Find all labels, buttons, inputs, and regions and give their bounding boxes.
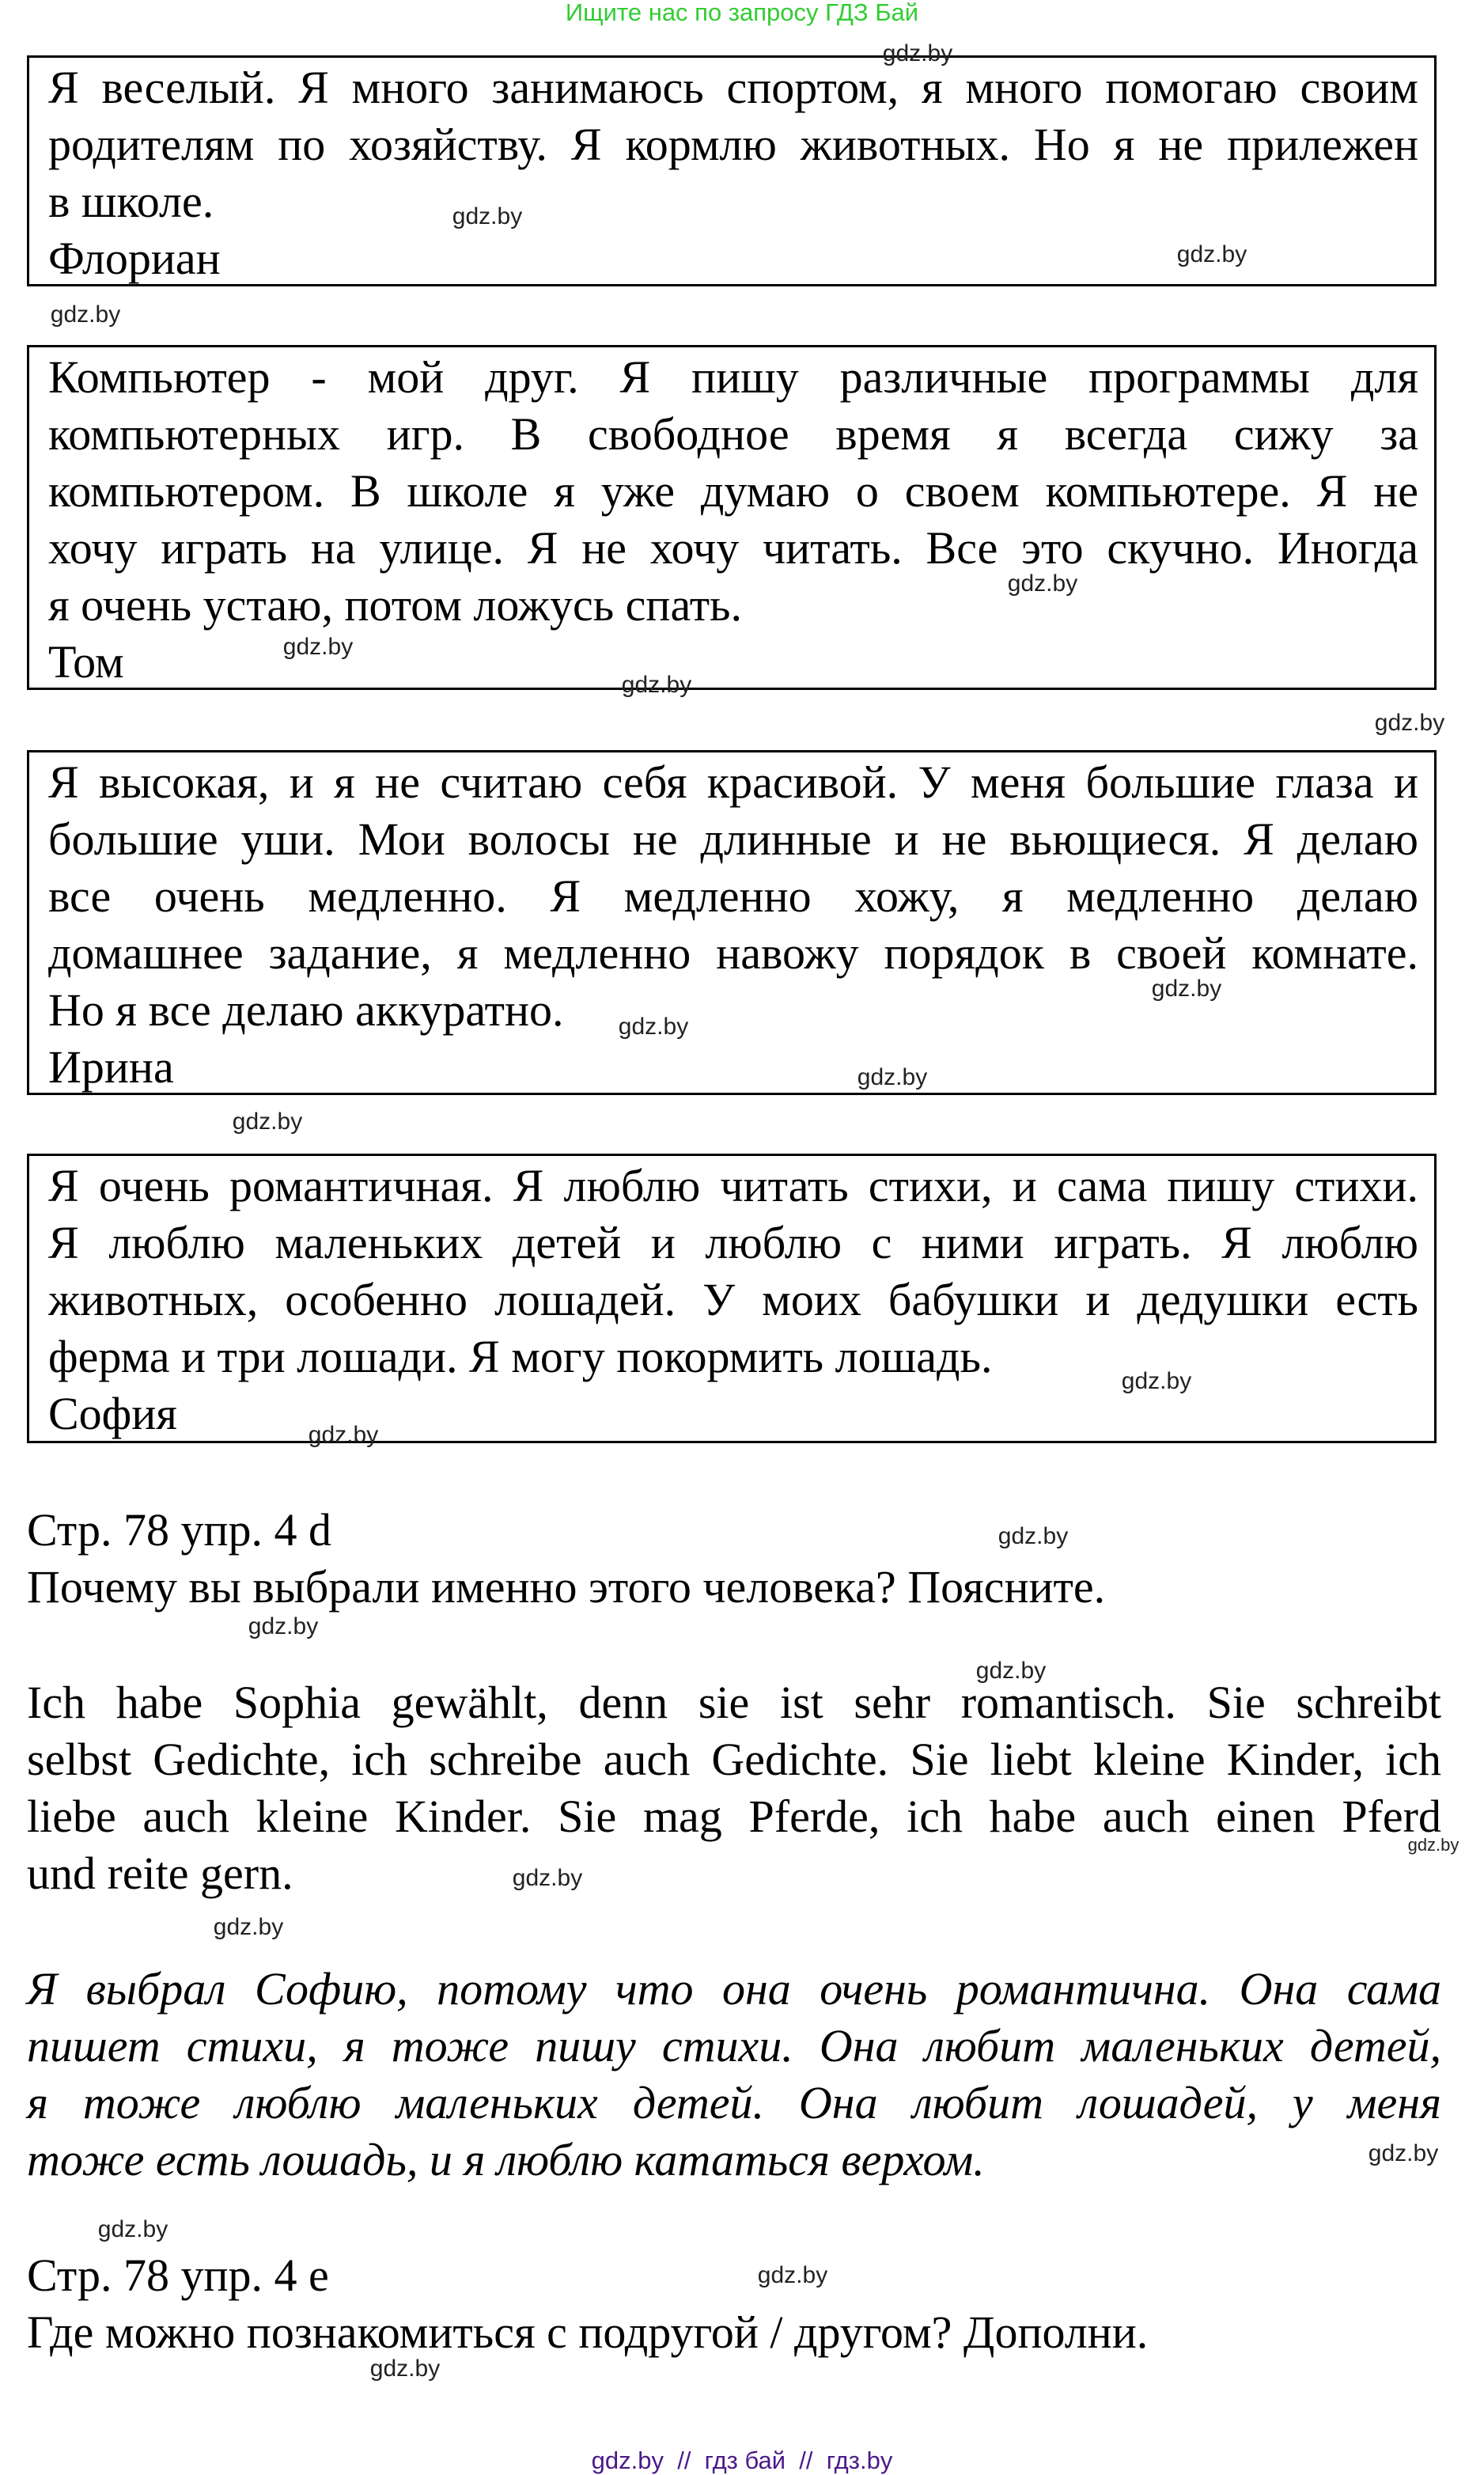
watermark: gdz.by (512, 1865, 583, 1891)
watermark: gdz.by (1121, 1368, 1192, 1394)
answer-line: тоже есть лошадь, и я люблю кататься верхом. (27, 2134, 985, 2185)
card-text-line: животных, особенно лошадей. У моих бабушки и дедушки есть (48, 1274, 1418, 1325)
watermark: gdz.by (1407, 1835, 1459, 1855)
card-tom (27, 345, 1437, 690)
watermark: gdz.by (618, 1014, 689, 1040)
watermark: gdz.by (1176, 241, 1247, 267)
watermark: gdz.by (50, 301, 121, 328)
promo-banner[interactable]: Ищите нас по запросу ГДЗ Бай (565, 0, 919, 26)
card-text-line: Но я все делаю аккуратно. (48, 984, 564, 1036)
answer-line: Я выбрал Софию, потому что она очень романтична. Она сама (27, 1963, 1441, 2014)
answer-german (27, 1674, 1441, 1902)
card-text-line: в школе. (48, 176, 214, 227)
card-author: София (48, 1388, 177, 1439)
watermark: gdz.by (1368, 2140, 1439, 2166)
card-text-line: Я веселый. Я много занимаюсь спортом, я много помогаю своим (48, 62, 1418, 113)
card-text-line: Компьютер - мой друг. Я пишу различные программы для (48, 351, 1418, 403)
card-author: Том (48, 636, 124, 688)
answer-line: liebe auch kleine Kinder. Sie mag Pferde, ich habe auch einen Pferd (27, 1791, 1441, 1842)
watermark: gdz.by (1374, 710, 1445, 736)
answer-line: я тоже люблю маленьких детей. Она любит лошадей, у меня (27, 2077, 1441, 2128)
watermark: gdz.by (282, 634, 354, 660)
card-text-line: большие уши. Мои волосы не длинные и не вьющиеся. Я делаю (48, 813, 1418, 865)
exercise-d-question: Почему вы выбрали именно этого человека? Поясните. (27, 1561, 1106, 1613)
card-text-line: Я люблю маленьких детей и люблю с ними играть. Я люблю (48, 1217, 1418, 1268)
answer-russian (27, 1961, 1441, 2189)
answer-line: Ich habe Sophia gewählt, denn sie ist sehr romantisch. Sie schreibt (27, 1677, 1441, 1728)
watermark: gdz.by (308, 1422, 379, 1448)
card-author: Флориан (48, 233, 221, 284)
watermark: gdz.by (621, 672, 692, 698)
watermark: gdz.by (975, 1658, 1047, 1684)
answer-line: und reite gern. (27, 1848, 293, 1899)
card-text-line: все очень медленно. Я медленно хожу, я медленно делаю (48, 870, 1418, 922)
watermark: gdz.by (1151, 976, 1222, 1002)
card-irina (27, 750, 1437, 1095)
watermark: gdz.by (452, 203, 523, 229)
exercise-e-question: Где можно познакомиться с подругой / другом? Дополни. (27, 2306, 1149, 2358)
exercise-d-heading: Стр. 78 упр. 4 d (27, 1504, 332, 1556)
exercise-d-header (27, 1502, 1441, 1616)
card-sofia (27, 1154, 1437, 1443)
card-text-line: родителям по хозяйству. Я кормлю животных. Но я не прилежен (48, 119, 1418, 170)
watermark: gdz.by (998, 1523, 1069, 1549)
watermark: gdz.by (369, 2356, 441, 2382)
card-text-line: я очень устаю, потом ложусь спать. (48, 579, 742, 631)
watermark: gdz.by (248, 1613, 319, 1639)
footer-links[interactable]: gdz.by // гдз бай // гдз.by (591, 2447, 893, 2474)
card-text-line: компьютером. В школе я уже думаю о своем компьютере. Я не (48, 465, 1418, 517)
answer-line: пишет стихи, я тоже пишу стихи. Она любит маленьких детей, (27, 2020, 1441, 2071)
watermark: gdz.by (882, 40, 953, 66)
exercise-e-header (27, 2247, 1441, 2361)
card-text-line: хочу играть на улице. Я не хочу читать. Все это скучно. Иногда (48, 522, 1418, 574)
watermark: gdz.by (97, 2216, 168, 2242)
exercise-e-heading: Стр. 78 упр. 4 е (27, 2249, 329, 2301)
card-author: Ирина (48, 1041, 174, 1093)
watermark: gdz.by (757, 2262, 828, 2288)
answer-line: selbst Gedichte, ich schreibe auch Gedichte. Sie liebt kleine Kinder, ich (27, 1734, 1441, 1785)
card-text-line: ферма и три лошади. Я могу покормить лошадь. (48, 1331, 993, 1382)
card-text-line: компьютерных игр. В свободное время я всегда сижу за (48, 408, 1418, 460)
watermark: gdz.by (232, 1109, 303, 1135)
card-text-line: Я очень романтичная. Я люблю читать стихи, и сама пишу стихи. (48, 1160, 1418, 1211)
watermark: gdz.by (857, 1064, 928, 1090)
card-text-line: домашнее задание, я медленно навожу порядок в своей комнате. (48, 927, 1418, 979)
watermark: gdz.by (1007, 570, 1078, 597)
watermark: gdz.by (213, 1914, 284, 1940)
card-text-line: Я высокая, и я не считаю себя красивой. У меня большие глаза и (48, 756, 1418, 808)
